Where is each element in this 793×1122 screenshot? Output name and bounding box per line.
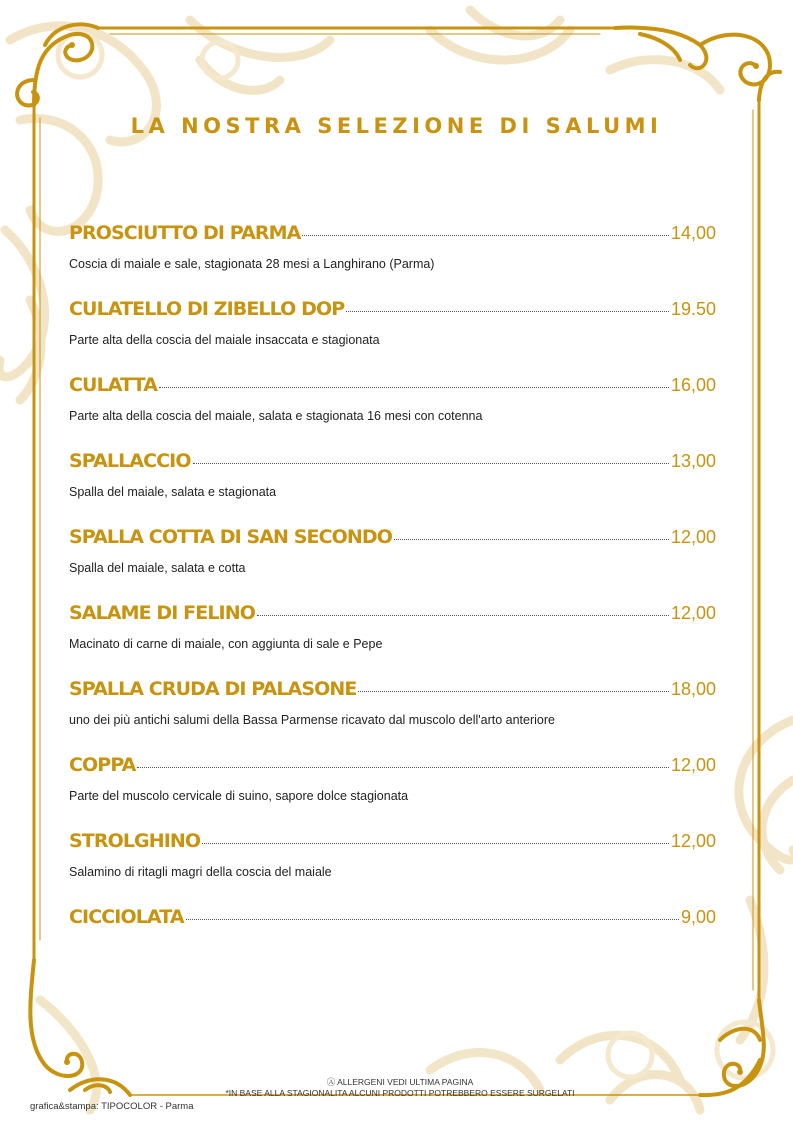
menu-item-price: 12,00 [670,527,716,547]
dotted-leader [186,919,679,920]
menu-item [69,754,716,830]
dotted-leader [394,539,669,540]
menu-list [69,222,716,982]
menu-item-price: 9,00 [680,907,716,927]
menu-item-price: 14,00 [670,223,716,243]
allergens-note: Ⓐ ALLERGENI VEDI ULTIMA PAGINA [326,1077,474,1087]
menu-item-description: Spalla del maiale, salata e stagionata [69,485,277,499]
dotted-leader [346,311,669,312]
menu-item-description: Spalla del maiale, salata e cotta [69,561,246,575]
menu-item-description: Parte alta della coscia del maiale, salata e stagionata 16 mesi con cotenna [69,409,483,423]
menu-item [69,450,716,526]
dotted-leader [202,843,669,844]
menu-item [69,298,716,374]
page-title: LA NOSTRA SELEZIONE DI SALUMI [130,114,663,138]
menu-item-name: PROSCIUTTO DI PARMA [69,222,301,244]
menu-item-name: SALAME DI FELINO [69,602,255,624]
menu-item-description: uno dei più antichi salumi della Bassa Parmense ricavato dal muscolo dell'arto anteriore [69,713,555,727]
menu-item-description: Salamino di ritagli magri della coscia del maiale [69,865,332,879]
dotted-leader [159,387,669,388]
menu-item-name: CULATELLO DI ZIBELLO DOP [69,298,345,320]
menu-item-name: COPPA [69,754,136,776]
print-credit: grafica&stampa: TIPOCOLOR - Parma [30,1101,194,1112]
menu-item-name: SPALLA CRUDA DI PALASONE [69,678,357,700]
menu-item-name: CICCIOLATA [69,906,184,928]
menu-item-price: 13,00 [670,451,716,471]
dotted-leader [257,615,669,616]
menu-item-price: 19.50 [670,299,716,319]
menu-item [69,678,716,754]
menu-item [69,374,716,450]
menu-item [69,526,716,602]
menu-item-price: 18,00 [670,679,716,699]
menu-item-description: Parte del muscolo cervicale di suino, sapore dolce stagionata [69,789,409,803]
menu-item-name: SPALLA COTTA DI SAN SECONDO [69,526,393,548]
footer-notes [200,1077,600,1099]
menu-item-price: 12,00 [670,831,716,851]
menu-item-name: CULATTA [69,374,157,396]
menu-item-price: 12,00 [670,603,716,623]
dotted-leader [358,691,668,692]
menu-item-description: Macinato di carne di maiale, con aggiunta di sale e Pepe [69,637,383,651]
menu-item-description: Parte alta della coscia del maiale insaccata e stagionata [69,333,380,347]
menu-item-name: SPALLACCIO [69,450,191,472]
seasonal-note: *IN BASE ALLA STAGIONALITA ALCUNI PRODOTTI POTREBBERO ESSERE SURGELATI [225,1088,575,1098]
menu-item-name: STROLGHINO [69,830,201,852]
menu-item [69,830,716,906]
dotted-leader [302,235,669,236]
dotted-leader [193,463,669,464]
dotted-leader [137,767,669,768]
menu-item [69,906,716,982]
menu-item-price: 12,00 [670,755,716,775]
menu-item-price: 16,00 [670,375,716,395]
menu-item [69,602,716,678]
menu-item-description: Coscia di maiale e sale, stagionata 28 mesi a Langhirano (Parma) [69,257,435,271]
menu-item [69,222,716,298]
